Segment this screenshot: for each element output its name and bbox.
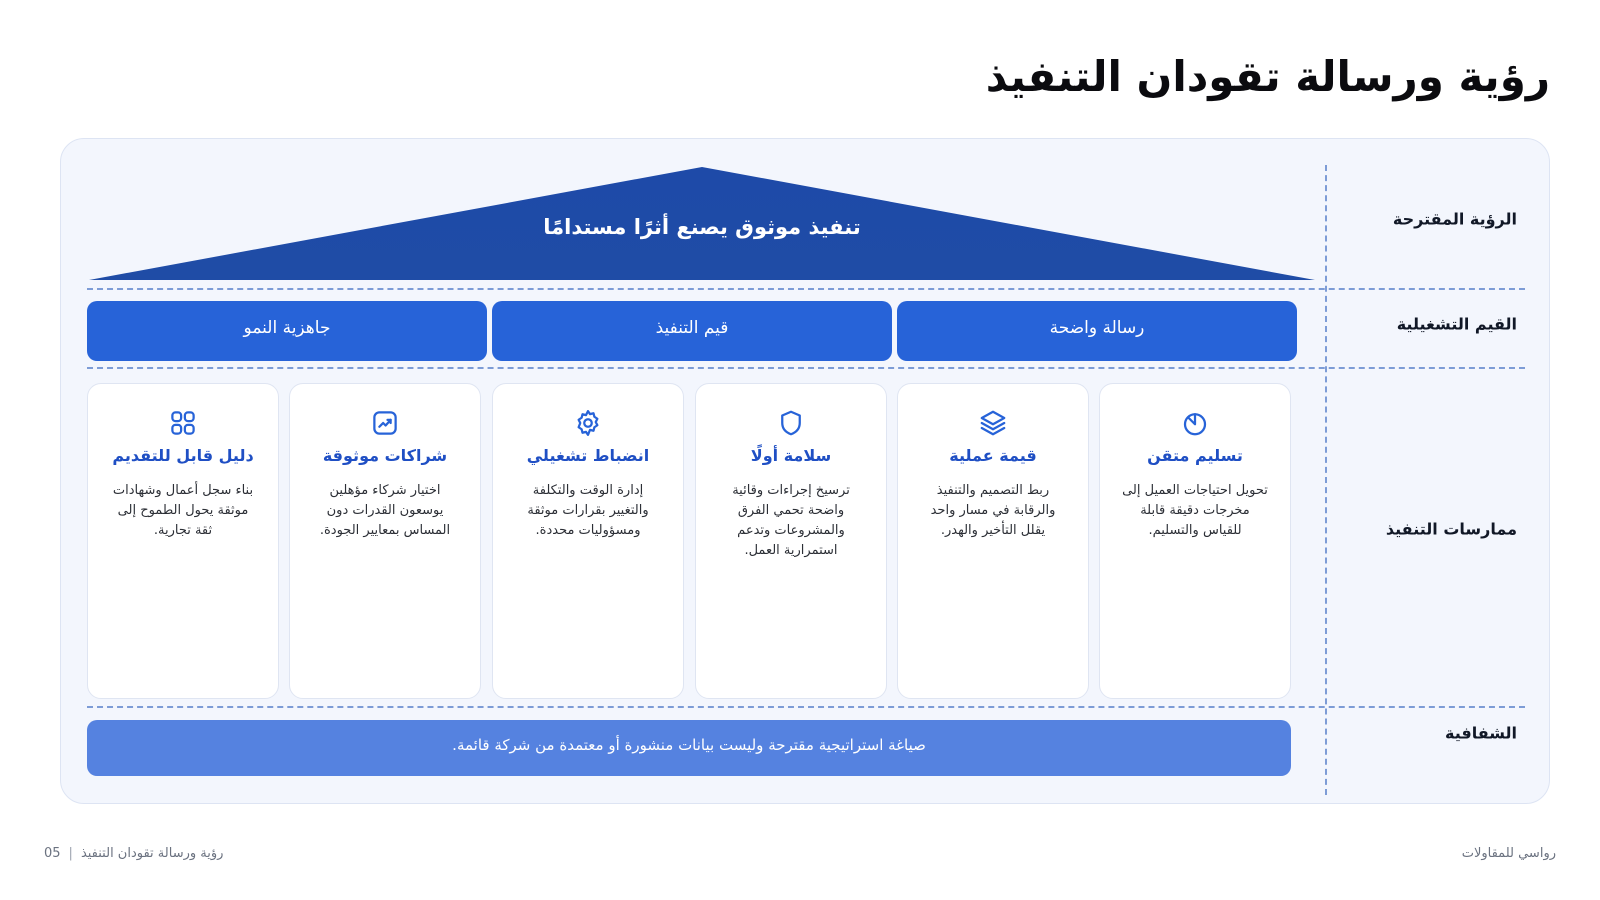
practice-card: [492, 383, 684, 699]
row-label-vision: الرؤية المقترحة: [1392, 209, 1517, 229]
grid-icon: [168, 408, 198, 438]
page-title: رؤية ورسالة تقودان التنفيذ: [985, 52, 1550, 101]
footer-separator: |: [68, 846, 73, 861]
practice-title: دليل قابل للتقديم: [112, 446, 254, 465]
row-label-values: القيم التشغيلية: [1396, 314, 1517, 334]
practice-title: سلامة أولًا: [750, 446, 832, 465]
footer-section: [44, 846, 223, 861]
practice-desc: اختيار شركاء مؤهلين يوسعون القدرات دون المساس بمعايير الجودة.: [319, 483, 451, 538]
value-pill-label: قيم التنفيذ: [655, 318, 729, 338]
column-divider: [1325, 165, 1327, 795]
vision-mission-diagram: [60, 138, 1550, 804]
transparency-note-text: صياغة استراتيجية مقترحة وليست بيانات منشورة أو معتمدة من شركة قائمة.: [452, 736, 926, 754]
practice-title: شراكات موثوقة: [322, 446, 448, 465]
practice-desc: إدارة الوقت والتكلفة والتغيير بقرارات موثقة ومسؤوليات محددة.: [527, 483, 649, 538]
footer-section-title: رؤية ورسالة تقودان التنفيذ: [80, 846, 224, 861]
practice-card: [897, 383, 1089, 699]
timer-icon: [1180, 408, 1210, 438]
practice-title: قيمة عملية: [949, 446, 1037, 465]
practice-desc: تحويل احتياجات العميل إلى مخرجات دقيقة قابلة للقياس والتسليم.: [1122, 483, 1268, 538]
practice-desc: ربط التصميم والتنفيذ والرقابة في مسار واحد يقلل التأخير والهدر.: [930, 483, 1056, 538]
practice-title: تسليم متقن: [1147, 446, 1243, 465]
row-label-practices: ممارسات التنفيذ: [1385, 519, 1517, 539]
layers-icon: [978, 408, 1008, 438]
row-divider-3: [87, 706, 1525, 708]
value-pill-label: جاهزية النمو: [243, 318, 331, 338]
row-label-transparency: الشفافية: [1444, 723, 1517, 743]
practice-title: انضباط تشغيلي: [526, 446, 650, 465]
value-pill-mission: [897, 301, 1297, 361]
vision-statement: تنفيذ موثوق يصنع أثرًا مستدامًا: [543, 215, 861, 239]
row-divider-1: [87, 288, 1525, 290]
shield-icon: [776, 408, 806, 438]
row-divider-2: [87, 367, 1525, 369]
practice-desc: ترسيخ إجراءات وقائية واضحة تحمي الفرق والمشروعات وتدعم استمرارية العمل.: [732, 483, 850, 558]
practice-card: [695, 383, 887, 699]
practice-desc: بناء سجل أعمال وشهادات موثقة يحول الطموح إلى ثقة تجارية.: [112, 483, 254, 538]
value-pill-growth: [87, 301, 487, 361]
value-pill-label: رسالة واضحة: [1049, 318, 1145, 338]
practice-card: [289, 383, 481, 699]
footer-company: رواسي للمقاولات: [1461, 846, 1556, 861]
transparency-note: [87, 720, 1291, 776]
value-pill-execution: [492, 301, 892, 361]
page-number: 05: [44, 846, 61, 861]
practice-card: [87, 383, 279, 699]
trend-chart-icon: [370, 408, 400, 438]
gear-icon: [573, 408, 603, 438]
practice-card: [1099, 383, 1291, 699]
